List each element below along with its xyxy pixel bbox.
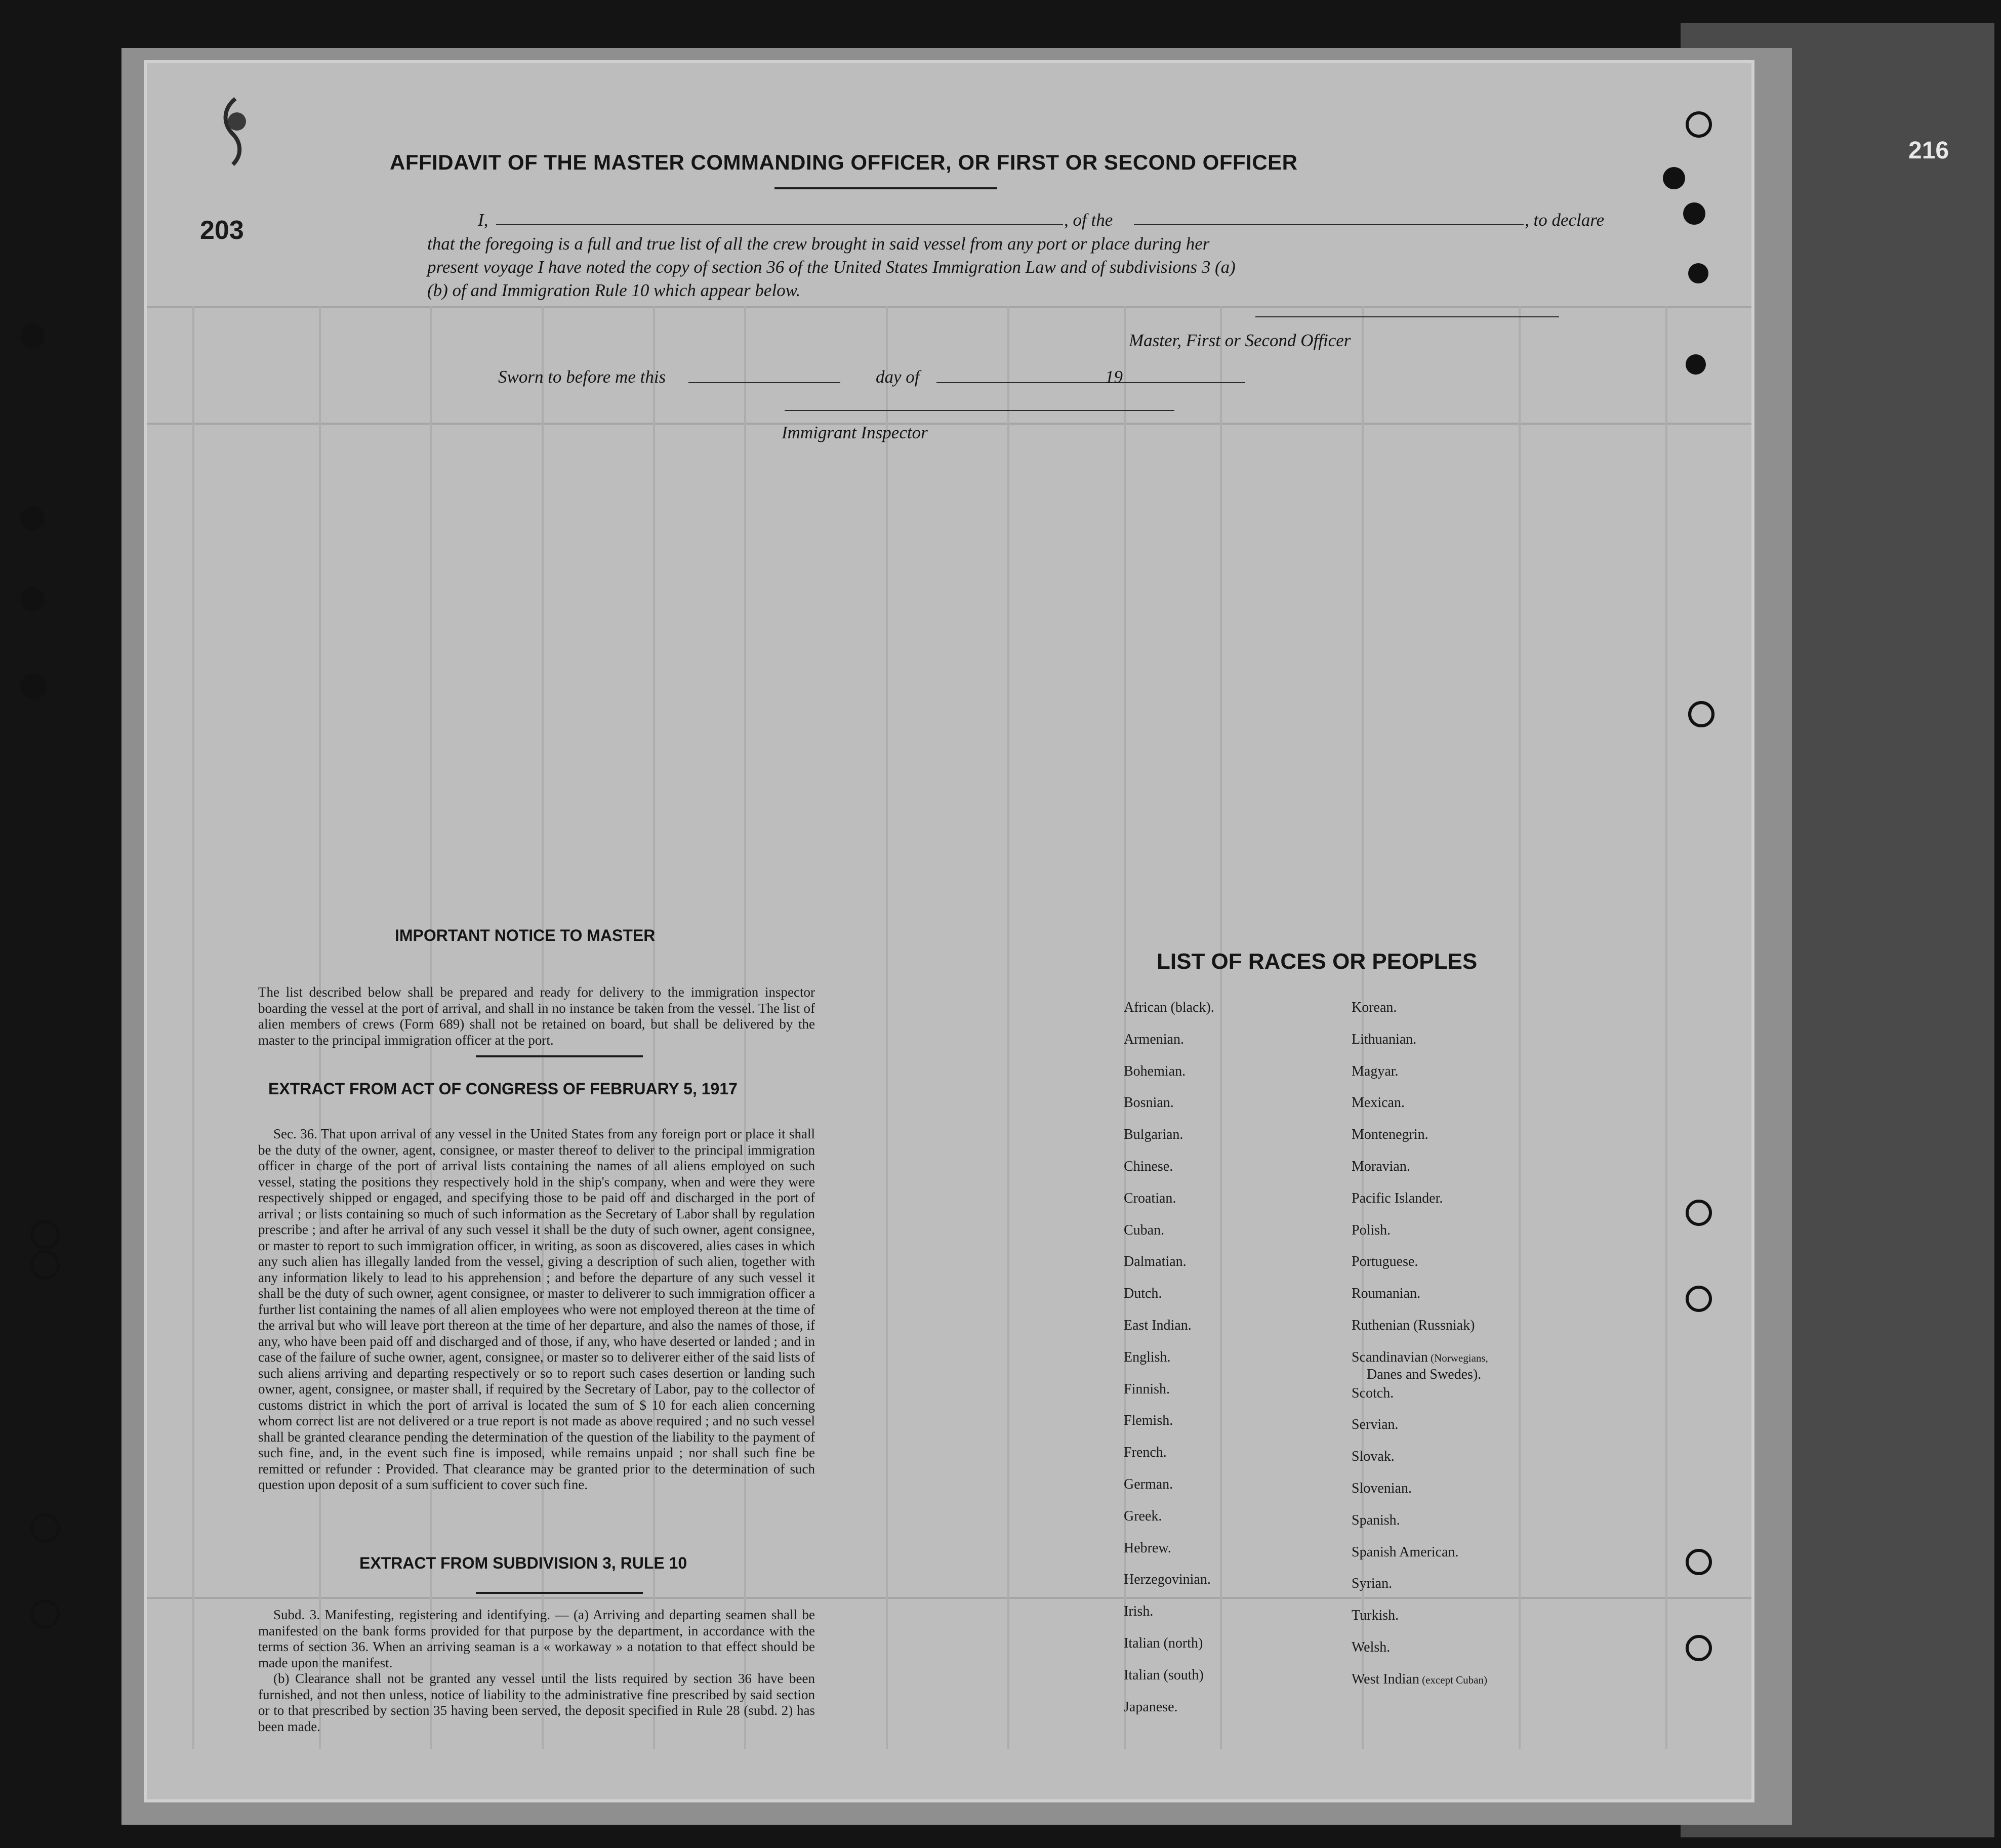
punch-hole	[1686, 1635, 1712, 1661]
race-item: Armenian.	[1124, 1031, 1184, 1047]
ghost-column	[1362, 306, 1364, 1749]
race-item: Ruthenian (Russniak)	[1352, 1318, 1475, 1333]
race-item: Herzegovinian.	[1124, 1572, 1211, 1588]
affidavit-line1-end: , to declare	[1525, 210, 1605, 230]
race-item: Servian.	[1352, 1417, 1399, 1433]
inspector-signature-line	[785, 410, 1174, 411]
race-item: Slovenian.	[1352, 1481, 1412, 1496]
race-item: Turkish.	[1352, 1608, 1399, 1624]
heading-rule	[476, 1055, 643, 1057]
rule-extract-text-a: Subd. 3. Manifesting, registering and identifying. — (a) Arriving and departing seamen shall be manifested on the bank forms provided for that purpose by the department, in accordance with the terms of section 36. When an arriving seaman is a « workaway » a notation to that effect should be made upon the manifest.	[258, 1607, 815, 1670]
race-item: Lithuanian.	[1352, 1031, 1417, 1047]
punch-hole	[20, 506, 45, 530]
ghost-rule	[147, 1597, 1751, 1599]
affidavit-line3: present voyage I have noted the copy of section 36 of the United States Immigration Law and of subdivisions 3 (a)	[427, 257, 1236, 277]
race-item: East Indian.	[1124, 1318, 1192, 1333]
notice-title: IMPORTANT NOTICE TO MASTER	[395, 926, 656, 944]
sworn-month-line	[936, 382, 1245, 383]
race-item: Scotch.	[1352, 1385, 1394, 1401]
heading-rule	[774, 187, 997, 189]
emblem-icon	[213, 94, 258, 170]
punch-hole	[1686, 354, 1706, 375]
name-blank-line	[496, 224, 1063, 225]
inspector-label: Immigrant Inspector	[782, 423, 928, 442]
punch-hole	[1683, 202, 1705, 225]
act-extract-text: Sec. 36. That upon arrival of any vessel in the United States from any foreign port or place it shall be the duty of the owner, agent, consignee, or master thereof to deliver to the principal immigration officer in charge of the port of arrival lists containing the names of all aliens employed on such vessel, stating the positions they respectively hold in the ship's company, when and were they were respectively shipped or engaged, and specifying those to be paid off and discharged in the port of arrival ; or lists containing so much of such information as the Secretary of Labor shall by regulation prescribe ; and after he arrival of any such vessel it shall be the duty of such owner, agent consignee, or master to report to such immigration officer, in writing, as soon as discovered, alies cases in which any such alien has illegally landed from the vessel, giving a description of such alien, together with any information likely to lead to his apprehension ; and before the departure of any such vessel it shall be the duty of such owner, agent consignee, or master to deliverer to such immigration officer a further list containing the names of all alien employees who were not employed thereon at the time of the arrival but who will leave port thereon at the time of her departure, and also the names of those, if any, who have been paid off and discharged and of those, if any, who have deserted or landed ; and in case of the failure of suche owner, agent, consignee, or master so to deliverer either of the said lists of such aliens arriving and departing respectively or so to report such cases desertion or landing such owner, agent, consignee, or master shall, if required by the Secretary of Labor, pay to the collector of customs district in which the port of arrival is located the sum of $ 10 for each alien concerning whom correct list are not delivered or a true report is not made as above required ; and no such vessel shall be granted clearance pending the determination of the question of the liability to the payment of such fine, and, in the event such fine is imposed, while remains unpaid ; nor shall such fine be remitted or refunder : Provided. That clearance may be granted prior to the determination of such question upon deposit of a sum sufficient to cover such fine.	[258, 1126, 815, 1492]
rule-extract-title: EXTRACT FROM SUBDIVISION 3, RULE 10	[359, 1554, 687, 1572]
master-signature-label: Master, First or Second Officer	[1129, 331, 1351, 350]
race-item: Polish.	[1352, 1222, 1391, 1238]
race-item: Japanese.	[1124, 1699, 1178, 1715]
heading-rule	[476, 1592, 643, 1594]
ghost-column	[1665, 306, 1667, 1749]
race-item: Slovak.	[1352, 1449, 1395, 1465]
race-item: Cuban.	[1124, 1222, 1165, 1238]
race-item: Croatian.	[1124, 1190, 1176, 1206]
ghost-column	[1519, 306, 1521, 1749]
document-page	[147, 63, 1751, 1799]
affidavit-line4: (b) of and Immigration Rule 10 which appear below.	[427, 280, 801, 300]
race-item: Chinese.	[1124, 1159, 1173, 1174]
act-extract-title: EXTRACT FROM ACT OF CONGRESS OF FEBRUARY 5, 1917	[268, 1080, 738, 1098]
punch-hole	[20, 324, 45, 348]
sworn-year: 19	[1105, 367, 1123, 387]
race-item: Hebrew.	[1124, 1540, 1171, 1556]
punch-hole	[1688, 701, 1714, 727]
race-item: Spanish.	[1352, 1512, 1400, 1528]
sworn-label: Sworn to before me this	[498, 367, 666, 387]
race-item: Dutch.	[1124, 1286, 1162, 1302]
punch-hole	[1686, 1549, 1712, 1575]
vessel-blank-line	[1134, 224, 1524, 225]
race-item: Welsh.	[1352, 1639, 1391, 1655]
race-item: Bosnian.	[1124, 1095, 1174, 1111]
page-number: 216	[1908, 137, 1949, 164]
race-item: Irish.	[1124, 1604, 1154, 1620]
sworn-day-line	[688, 382, 840, 383]
race-note: Danes and Swedes).	[1367, 1366, 1482, 1382]
punch-hole	[1686, 1286, 1712, 1312]
race-item: West Indian (except Cuban)	[1352, 1671, 1487, 1687]
race-item: Magyar.	[1352, 1063, 1399, 1079]
ghost-rule	[147, 423, 1751, 425]
affidavit-line1-start: I,	[478, 210, 488, 230]
race-item: Moravian.	[1352, 1159, 1410, 1174]
race-item: Scandinavian (Norwegians,	[1352, 1349, 1488, 1365]
affidavit-line2: that the foregoing is a full and true list of all the crew brought in said vessel from any port or place during her	[427, 234, 1210, 254]
punch-hole	[30, 1599, 60, 1629]
punch-hole	[30, 1250, 60, 1280]
punch-hole	[30, 1513, 60, 1543]
punch-hole	[1688, 263, 1708, 283]
ghost-rule	[147, 306, 1751, 308]
ghost-column	[1007, 306, 1009, 1749]
race-item: Bulgarian.	[1124, 1127, 1183, 1143]
ghost-column	[192, 306, 194, 1749]
race-item: German.	[1124, 1476, 1173, 1492]
stamp-number: 203	[200, 216, 244, 245]
race-item: Bohemian.	[1124, 1063, 1186, 1079]
race-item: Spanish American.	[1352, 1544, 1459, 1560]
race-item: Korean.	[1352, 1000, 1397, 1015]
races-title: LIST OF RACES OR PEOPLES	[1157, 949, 1478, 974]
punch-hole	[1686, 111, 1712, 138]
sworn-day-of: day of	[876, 367, 920, 387]
race-item: Syrian.	[1352, 1576, 1393, 1592]
race-item: Flemish.	[1124, 1413, 1173, 1429]
punch-hole	[20, 587, 45, 611]
race-item: Portuguese.	[1352, 1254, 1418, 1270]
race-item: African (black).	[1124, 1000, 1214, 1015]
ghost-column	[1124, 306, 1126, 1749]
race-item: Pacific Islander.	[1352, 1190, 1443, 1206]
race-item: Greek.	[1124, 1508, 1162, 1524]
race-item: Mexican.	[1352, 1095, 1405, 1111]
notice-text: The list described below shall be prepared and ready for delivery to the immigration inspector boarding the vessel at the port of arrival, and shall in no instance be taken from the vessel. The list of alien members of crews (Form 689) shall not be retained on board, but shall be delivered by the master to the principal immigration officer at the port.	[258, 984, 815, 1048]
affidavit-title: AFFIDAVIT OF THE MASTER COMMANDING OFFICER, OR FIRST OR SECOND OFFICER	[390, 150, 1298, 174]
ghost-column	[1220, 306, 1222, 1749]
ghost-column	[886, 306, 888, 1749]
race-item: Montenegrin.	[1352, 1127, 1428, 1143]
race-item: French.	[1124, 1445, 1167, 1461]
punch-hole	[1686, 1200, 1712, 1226]
master-signature-line	[1255, 316, 1559, 317]
race-item: Italian (north)	[1124, 1635, 1203, 1651]
affidavit-line1-mid: , of the	[1064, 210, 1113, 230]
race-item: Dalmatian.	[1124, 1254, 1187, 1270]
race-item: Roumanian.	[1352, 1286, 1421, 1302]
rule-extract-text-b: (b) Clearance shall not be granted any vessel until the lists required by section 36 have been furnished, and not then unless, notice of liability to the administrative fine prescribed by said section or to that prescribed by section 35 having been served, the deposit specified in Rule 28 (subd. 2) has been made.	[258, 1671, 815, 1734]
punch-hole	[20, 673, 47, 700]
punch-hole	[30, 1220, 60, 1249]
punch-hole	[1663, 167, 1685, 189]
race-item: English.	[1124, 1349, 1171, 1365]
race-item: Finnish.	[1124, 1381, 1170, 1397]
race-note: (Norwegians,	[1427, 1351, 1488, 1364]
race-item: Italian (south)	[1124, 1667, 1204, 1683]
race-note: (except Cuban)	[1419, 1673, 1487, 1686]
